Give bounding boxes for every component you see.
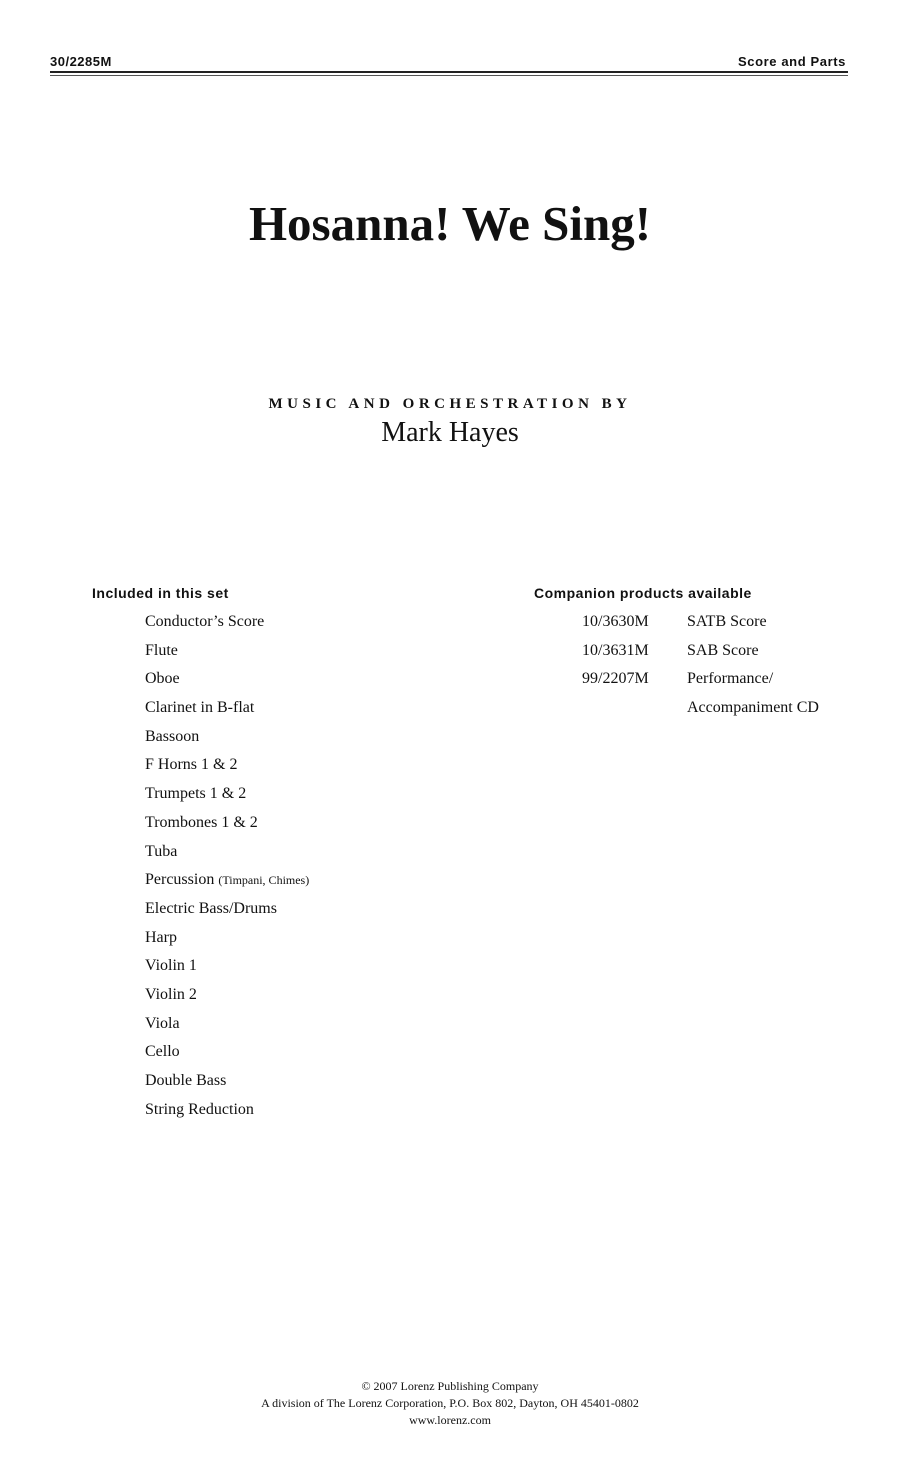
percussion-label: Percussion	[145, 871, 215, 889]
list-item: Trumpets 1 & 2	[145, 785, 247, 803]
product-number: 10/3631M	[582, 641, 649, 659]
included-list	[145, 608, 309, 1124]
product-description: Performance/	[687, 670, 774, 688]
list-item: Trombones 1 & 2	[145, 813, 258, 831]
list-item: Viola	[145, 1014, 180, 1032]
list-item: String Reduction	[145, 1100, 254, 1118]
list-item: Double Bass	[145, 1072, 227, 1089]
product-description: SATB Score	[687, 613, 767, 630]
list-item: F Horns 1 & 2	[145, 756, 238, 774]
list-item: Conductor’s Score	[145, 613, 265, 630]
catalog-number: 30/2285M	[50, 54, 112, 69]
page-footer	[0, 1378, 900, 1429]
list-item: Electric Bass/Drums	[145, 899, 277, 917]
header-rule-thin	[50, 75, 848, 76]
website-line: www.lorenz.com	[409, 1413, 491, 1427]
list-item: Tuba	[145, 842, 178, 860]
list-item: Bassoon	[145, 727, 200, 745]
product-description: SAB Score	[687, 641, 759, 659]
product-number: 99/2207M	[582, 670, 649, 688]
division-line: A division of The Lorenz Corporation, P.O. Box 802, Dayton, OH 45401-0802	[261, 1396, 639, 1410]
credit-label: MUSIC AND ORCHESTRATION BY	[268, 396, 632, 412]
percussion-note: (Timpani, Chimes)	[218, 873, 310, 888]
list-item: Violin 2	[145, 985, 197, 1003]
list-item: Violin 1	[145, 957, 197, 975]
copyright-line: © 2007 Lorenz Publishing Company	[361, 1379, 539, 1393]
list-item: Harp	[145, 928, 177, 946]
page-title: Hosanna! We Sing!	[248, 196, 652, 251]
list-item: Oboe	[145, 670, 180, 688]
list-item: Cello	[145, 1043, 180, 1061]
product-description: Accompaniment CD	[687, 699, 819, 717]
list-item-percussion	[145, 866, 309, 895]
included-heading: Included in this set	[92, 585, 229, 601]
header-rule-thick	[50, 71, 848, 73]
composer-name: Mark Hayes	[381, 417, 519, 448]
companion-heading: Companion products available	[534, 585, 752, 601]
product-number: 10/3630M	[582, 613, 649, 630]
list-item: Flute	[145, 641, 178, 659]
edition-type: Score and Parts	[738, 54, 846, 69]
list-item: Clarinet in B-flat	[145, 699, 255, 717]
